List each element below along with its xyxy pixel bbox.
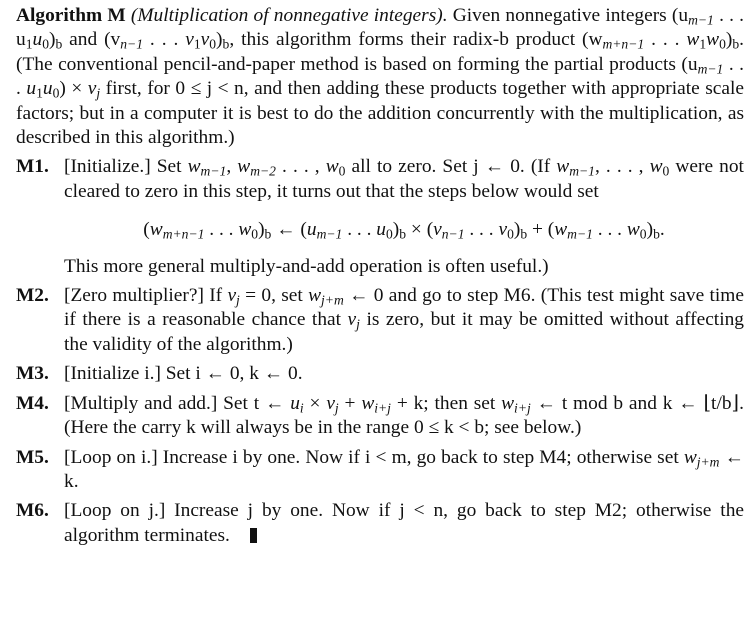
step-m2-label: M2.: [16, 285, 49, 307]
step-m4-label: M4.: [16, 392, 49, 414]
intro-text-1: Given nonnegative integers ($u_{m-1}$ . . . $u_1u_0)_b$ and ($v_{n-1}$ . . . $v_1v_0)_b$, this algorithm forms their radix-b product ($w_{m+n-1}$ . . . $w_1w_0)_b$. (The conventional pencil-and-paper method is based on forming the partial products ($u_{m-1}$ . . . $u_1u_0) \times v_j$ first, for 0 ≤ j < n, and then adding these products together with appropriate scale factors; but in a computer it is best to do the addition concurrently with the multiplication, as described in this algorithm.): [16, 5, 745, 149]
step-m3: [16, 362, 744, 386]
step-m3-label: M3.: [16, 363, 49, 385]
step-m6-body: [Loop on j.] Increase j by one. Now if j < n, go back to step M2; otherwise the algorithm terminates.: [64, 500, 744, 546]
step-m1: [16, 155, 744, 279]
step-m5-body: [Loop on i.] Increase i by one. Now if i < m, go back to step M4; otherwise set $w_{j+m}$ ← k.: [64, 446, 744, 492]
step-m1-label: M1.: [16, 156, 49, 178]
step-m2-body: [Zero multiplier?] If $v_j = 0$, set $w_{j+m}$ ← 0 and go to step M6. (This test might save time if there is a reasonable chance that $v_j$ is zero, but it may be omitted without affecting the validity of the algorithm.): [64, 285, 744, 355]
step-m1-note: This more general multiply-and-add operation is often useful.): [64, 255, 549, 277]
step-m2: [16, 284, 744, 357]
step-m6: [16, 499, 744, 548]
step-m4-body: [Multiply and add.] Set t ← $u_i \times v_j + w_{i+j} + k$; then set $w_{i+j}$ ← t mod b and k ← ⌊t/b⌋. (Here the carry k will always be in the range 0 ≤ k < b; see below.): [64, 392, 744, 439]
end-of-algorithm-mark: [250, 528, 257, 543]
algorithm-subtitle: (Multiplication of nonnegative integers).: [130, 5, 448, 26]
step-m5-label: M5.: [16, 446, 49, 468]
step-m1-display-equation: ($w_{m+n-1}$ . . . $w_0)_b$ ← ($u_{m-1}$ . . . $u_0)_b \times (v_{n-1}$ . . . $v_0)_b + (w_{m-1}$ . . . $w_0)_b$.: [143, 219, 665, 242]
step-m4: [16, 392, 744, 441]
step-m5: [16, 446, 744, 495]
step-m6-label: M6.: [16, 500, 49, 522]
step-m3-body: [Initialize i.] Set i ← 0, k ← 0.: [64, 363, 303, 385]
algorithm-title: Algorithm M: [16, 5, 126, 26]
step-m1-body: [Initialize.] Set $w_{m-1}$, $w_{m-2}$ . . . , $w_0$ all to zero. Set j ← 0. (If $w_{m-1}$, . . . , $w_0$ were not cleared to zero in this step, it turns out that the steps below would set ($w_{m+n-1}$ . . . $w_0)_b$ ← ($u_{m-1}$ . . . $u_0)_b \times (v_{n-1}$ . . . $v_0)_b + (w_{m-1}$ . . . $w_0)_b$. This more general multiply-and-add operation is often useful.): [64, 155, 744, 279]
algorithm-intro: [16, 4, 744, 150]
